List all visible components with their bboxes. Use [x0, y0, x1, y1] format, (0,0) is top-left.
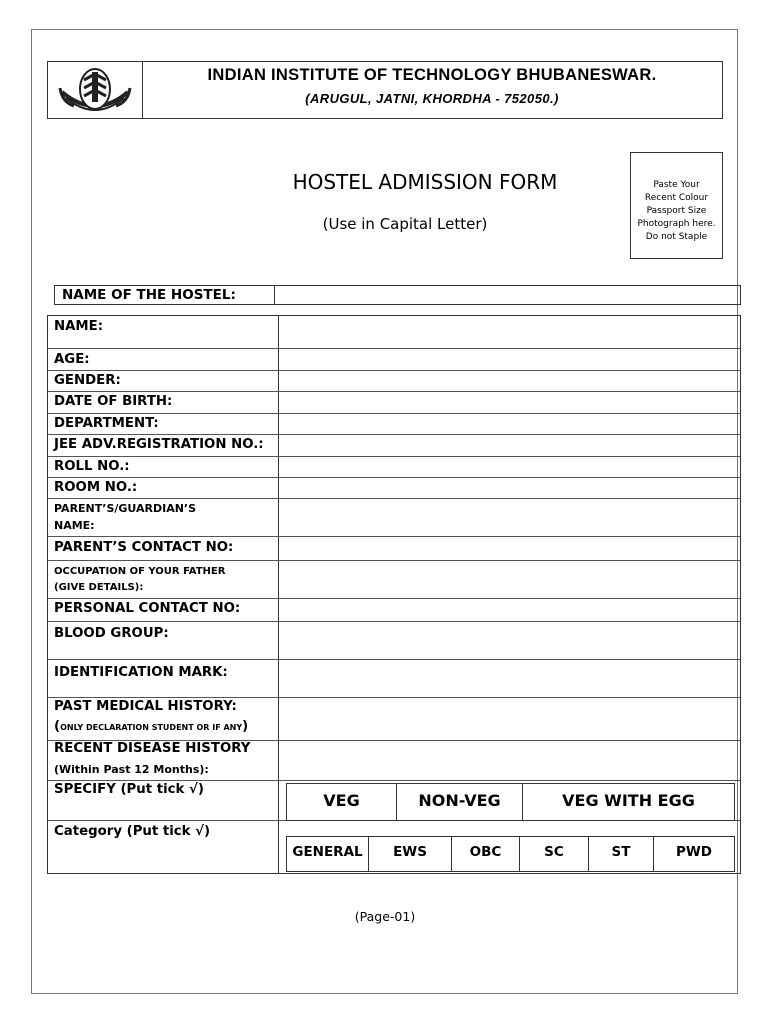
row-category [48, 821, 740, 873]
guardian-label-line2: NAME: [54, 519, 95, 532]
row-age[interactable] [48, 349, 740, 371]
occupation-label-line2: (GIVE DETAILS): [54, 582, 144, 593]
institute-name: INDIAN INSTITUTE OF TECHNOLOGY BHUBANESWAR. [207, 66, 657, 84]
dob-label: DATE OF BIRTH: [54, 394, 173, 409]
specify-label: SPECIFY (Put tick √) [54, 782, 204, 797]
category-options [286, 836, 735, 872]
medical-label-line1: PAST MEDICAL HISTORY: [54, 699, 237, 714]
row-blood-group[interactable] [48, 622, 740, 660]
category-general[interactable]: GENERAL [287, 837, 369, 871]
institute-address: (ARUGUL, JATNI, KHORDHA - 752050.) [305, 91, 559, 106]
identification-label: IDENTIFICATION MARK: [54, 665, 228, 680]
details-table [47, 315, 741, 874]
row-disease-history[interactable] [48, 741, 740, 781]
personal-contact-label: PERSONAL CONTACT NO: [54, 601, 241, 616]
medical-label-line2 [54, 719, 248, 734]
gender-label: GENDER: [54, 373, 121, 388]
row-department[interactable] [48, 414, 740, 435]
hostel-name-label: NAME OF THE HOSTEL: [62, 287, 236, 303]
row-medical-history[interactable] [48, 698, 740, 741]
disease-label-line2: (Within Past 12 Months): [54, 763, 209, 776]
age-label: AGE: [54, 352, 90, 367]
name-label: NAME: [54, 319, 104, 334]
jee-label: JEE ADV.REGISTRATION NO.: [54, 437, 264, 452]
row-name[interactable] [48, 316, 740, 349]
row-personal-contact[interactable] [48, 599, 740, 622]
row-roll[interactable] [48, 457, 740, 478]
category-obc[interactable]: OBC [452, 837, 520, 871]
occupation-label-line1: OCCUPATION OF YOUR FATHER [54, 566, 226, 577]
parent-contact-label: PARENT’S CONTACT NO: [54, 540, 234, 555]
disease-label-line1: RECENT DISEASE HISTORY [54, 741, 251, 756]
form-title: HOSTEL ADMISSION FORM [292, 170, 558, 194]
category-sc[interactable]: SC [520, 837, 589, 871]
option-veg[interactable]: VEG [287, 784, 397, 820]
category-st[interactable]: ST [589, 837, 654, 871]
iit-emblem-icon [48, 62, 142, 118]
row-guardian[interactable] [48, 499, 740, 537]
row-specify [48, 781, 740, 821]
medical-note: ONLY DECLARATION STUDENT OR IF ANY [60, 723, 243, 732]
row-room[interactable] [48, 478, 740, 499]
form-subtitle: (Use in Capital Letter) [322, 215, 488, 233]
food-options [286, 783, 735, 821]
photo-box[interactable]: Paste Your Recent Colour Passport Size Photograph here. Do not Staple [630, 152, 723, 259]
row-parent-contact[interactable] [48, 537, 740, 561]
row-gender[interactable] [48, 371, 740, 392]
institute-header [47, 61, 723, 119]
row-jee[interactable] [48, 435, 740, 457]
option-non-veg[interactable]: NON-VEG [397, 784, 523, 820]
blood-group-label: BLOOD GROUP: [54, 626, 169, 641]
hostel-divider [274, 286, 275, 304]
option-veg-with-egg[interactable]: VEG WITH EGG [562, 791, 695, 810]
row-identification[interactable] [48, 660, 740, 698]
room-label: ROOM NO.: [54, 480, 138, 495]
institute-logo [48, 62, 143, 118]
category-pwd[interactable]: PWD [676, 844, 712, 860]
department-label: DEPARTMENT: [54, 416, 159, 431]
roll-label: ROLL NO.: [54, 459, 130, 474]
category-ews[interactable]: EWS [369, 837, 452, 871]
paren-open: ( [54, 719, 61, 734]
page-number: (Page-01) [354, 909, 416, 924]
guardian-label-line1: PARENT’S/GUARDIAN’S [54, 502, 197, 515]
hostel-name-row [54, 285, 741, 305]
row-dob[interactable] [48, 392, 740, 414]
row-occupation[interactable] [48, 561, 740, 599]
category-label: Category (Put tick √) [54, 824, 211, 839]
paren-close: ) [242, 719, 249, 734]
